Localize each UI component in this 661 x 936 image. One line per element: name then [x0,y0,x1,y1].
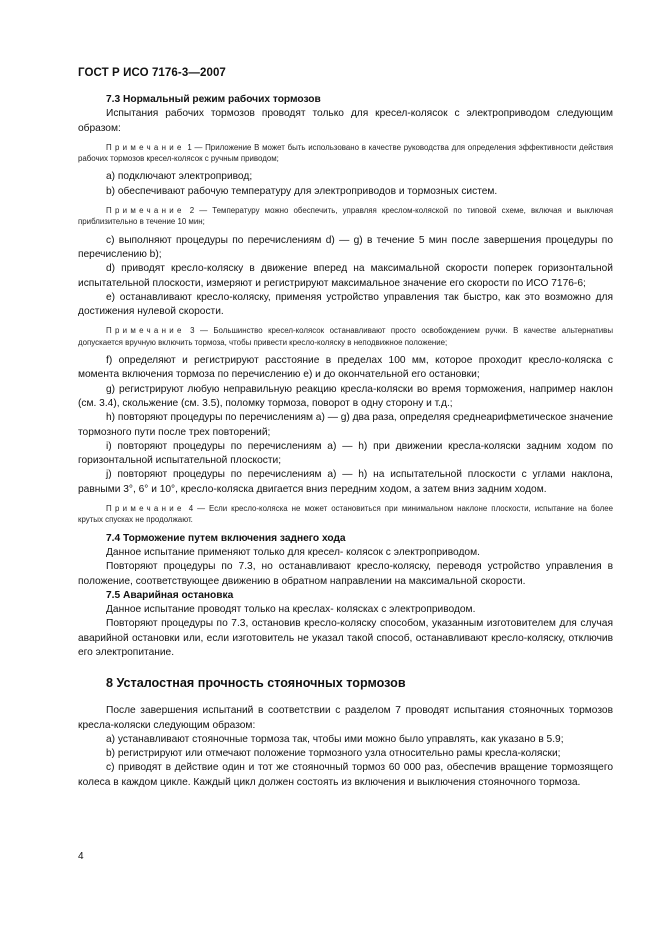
note-1 [78,142,613,165]
list-item-c: c) выполняют процедуры по перечислениям d) — g) в течение 5 мин после завершения процедуры по перечислению b); [78,234,613,260]
page-content [78,93,613,790]
section-8-item-a: a) устанавливают стояночные тормоза так, чтобы ими можно было управлять, как указано в 5.9; [106,733,564,745]
list-item-f: f) определяют и регистрируют расстояние в пределах 100 мм, которое проходит кресло-коляска с момента включения тормоза по перечислению e) и до окончательной его остановки; [78,355,613,381]
note-4 [78,503,613,526]
list-item-b: b) обеспечивают рабочую температуру для электроприводов и тормозных систем. [106,185,498,197]
list-item-e: e) останавливают кресло-коляску, применяя устройство управления так быстро, как это возможно для достижения нулевой скорости. [78,291,613,318]
note-1-label: Примечание [106,142,185,152]
section-7-5-title: 7.5 Аварийная остановка [106,589,234,601]
section-7-4-title: 7.4 Торможение путем включения заднего хода [106,532,346,544]
section-8-intro: После завершения испытаний в соответствии с разделом 7 проводят испытания стояночных тормозов кресла-коляски следующим образом: [78,705,613,731]
section-8-item-b: b) регистрируют или отмечают положение тормозного узла относительно рамы кресла-коляски; [106,748,561,760]
section-8-title: 8 Усталостная прочность стояночных тормозов [106,676,406,691]
note-1-text: 1 — Приложение В может быть использовано в качестве руководства для определения эффективности действия рабочих тормозов кресел-колясок с ручным приводом; [78,142,613,164]
note-3-label: Примечание [106,326,185,336]
list-item-g: g) регистрируют любую неправильную реакцию кресла-коляски во время торможения, например наклон (см. 3.4), скольжение (см. 3.5), поломку тормоза, поворот в одну сторону и т.д.; [78,383,613,409]
note-2-label: Примечание [106,206,185,216]
note-2-text: 2 — Температуру можно обеспечить, управляя креслом-коляской по типовой схеме, включая и выключая приблизительно в течение 10 мин; [78,206,613,227]
section-7-3-title: 7.3 Нормальный режим рабочих тормозов [106,94,321,105]
list-item-j: j) повторяют процедуры по перечислениям a) — h) на испытательной плоскости с углами наклона, равными 3°, 6° и 10°, кресло-коляска двигается вниз передним ходом, а затем вниз задним ходом. [78,469,613,495]
section-8-item-c: c) приводят в действие один и тот же стояночный тормоз 60 000 раз, обеспечив вращение тормозящего колеса в каждом цикле. Каждый цикл должен состоять из включения и выключения стояночного тормоза. [78,762,613,788]
section-7-4-para-1: Данное испытание применяют только для кресел- колясок с электроприводом. [106,546,480,558]
note-2 [78,205,613,228]
standard-header: ГОСТ Р ИСО 7176-3—2007 [78,67,226,79]
list-item-h: h) повторяют процедуры по перечислениям a) — g) два раза, определяя среднеарифметическое значение тормозного пути после трех повторений; [78,412,613,438]
section-7-3-intro: Испытания рабочих тормозов проводят только для кресел-колясок с электроприводом следующим образом: [78,108,613,134]
section-7-5-para-1: Данное испытание проводят только на креслах- колясках с электроприводом. [106,604,476,616]
note-4-label: Примечание [106,504,185,514]
note-3 [78,325,613,348]
note-4-text: 4 — Если кресло-коляска не может остановиться при минимальном наклоне плоскости, испытание на более крутых спусках не продолжают. [78,504,613,525]
note-3-text: 3 — Большинство кресел-колясок останавливают просто освобождением ручки. В качестве альтернативы допускается вручную включить тормоза, чтобы привести кресло-коляску в неподвижное положение; [78,326,613,347]
list-item-a: a) подключают электропривод; [106,171,253,183]
list-item-d: d) приводят кресло-коляску в движение вперед на максимальной скорости поперек горизонтальной испытательной плоскости, измеряют и регистрируют максимальное значение его скорости по ИСО 7176-6; [78,263,613,289]
list-item-i: i) повторяют процедуры по перечислениям a) — h) при движении кресла-коляски задним ходом по горизонтальной испытательной плоскости; [78,440,613,467]
section-7-5-para-2: Повторяют процедуры по 7.3, остановив кресло-коляску способом, указанным изготовителем для случая аварийной остановки или, если изготовитель не указал такой способ, останавливают кресло-коляску, отключив его электропитание. [78,618,613,658]
page-number: 4 [78,851,84,862]
section-7-4-para-2: Повторяют процедуры по 7.3, но останавливают кресло-коляску, переводя устройство управления в положение, соответствующее движению в обратном направлении на максимальной скорости. [78,561,613,587]
